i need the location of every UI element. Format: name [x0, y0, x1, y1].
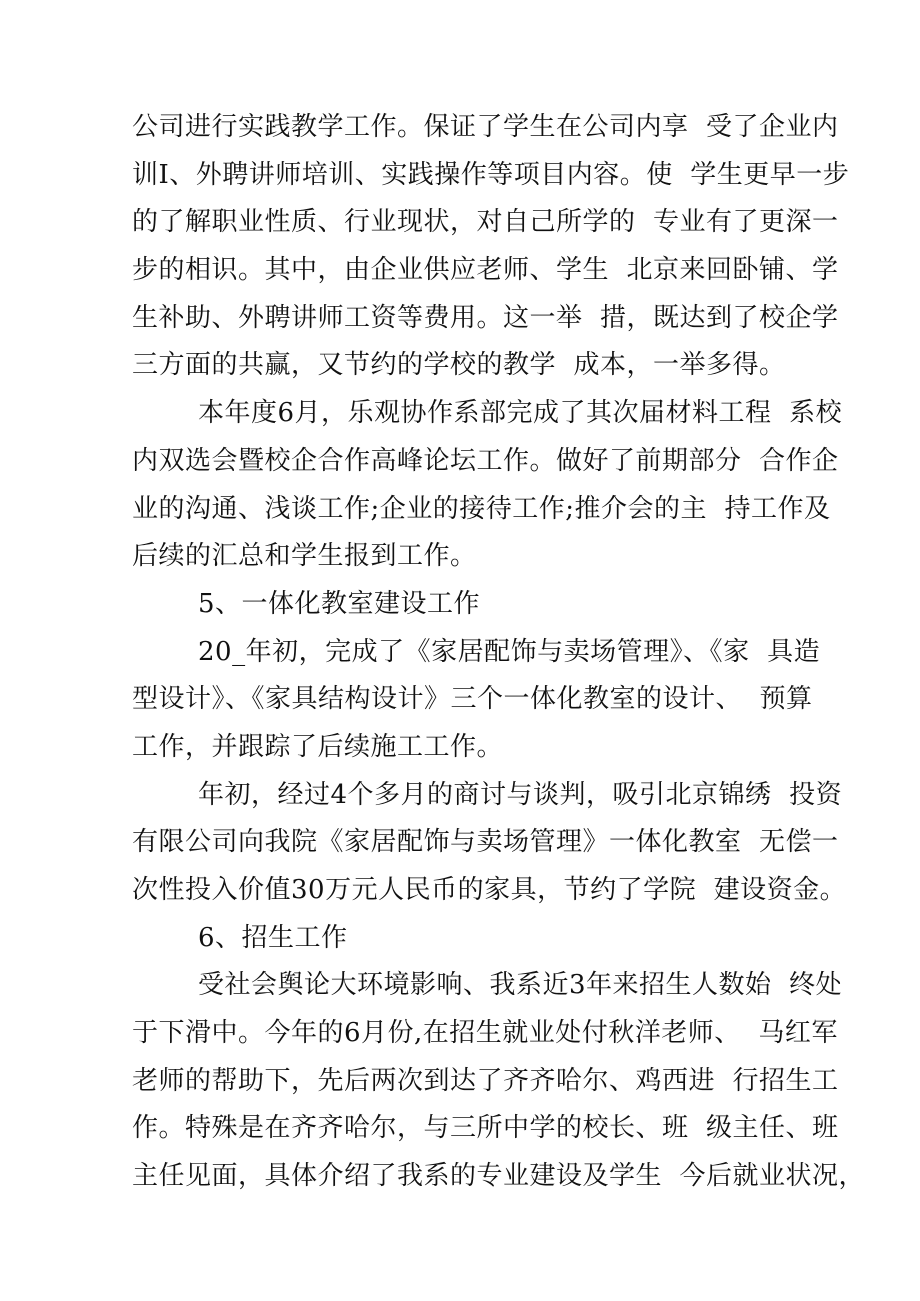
text-line: 年初，经过4个多月的商讨与谈判，吸引北京锦绣 投资: [198, 779, 843, 810]
text-line: 于下滑中。今年的6月份,在招生就业处付秋洋老师、 马红军: [132, 1018, 838, 1049]
text-line: 5、一体化教室建设工作: [198, 588, 481, 619]
text-line: 公司进行实践教学工作。保证了学生在公司内享 受了企业内: [132, 112, 839, 142]
text-line: 有限公司向我院《家居配饰与卖场管理》一体化教室 无偿一: [132, 827, 839, 858]
text-line: 工作，并跟踪了后续施工工作。: [132, 731, 504, 762]
text-line: 内双选会暨校企合作高峰论坛工作。做好了前期部分 合作企: [132, 445, 839, 476]
text-line: 6、招生工作: [198, 922, 348, 953]
text-line: 后续的汇总和学生报到工作。: [132, 541, 477, 572]
text-line: 步的相识。其中，由企业供应老师、学生 北京来回卧铺、学: [132, 255, 839, 286]
text-line: 生补助、外聘讲师工资等费用。这一举 措，既达到了校企学: [132, 302, 839, 333]
text-line: 业的沟通、浅谈工作;企业的接待工作;推介会的主 持工作及: [132, 493, 831, 524]
body-text: [132, 104, 866, 1201]
text-line: 三方面的共赢，又节约的学校的教学 成本，一举多得。: [132, 350, 786, 381]
text-line: 训I、外聘讲师培训、实践操作等项目内容。使 学生更早一步: [132, 159, 850, 190]
text-line: 本年度6月，乐观协作系部完成了其次届材料工程 系校: [198, 398, 843, 429]
text-line: 20_年初，完成了《家居配饰与卖场管理》、《家 具造: [198, 636, 821, 667]
text-line: 老师的帮助下，先后两次到达了齐齐哈尔、鸡西进 行招生工: [132, 1065, 839, 1096]
text-line: 受社会舆论大环境影响、我系近3年来招生人数始 终处: [198, 970, 843, 1001]
text-line: 作。特殊是在齐齐哈尔，与三所中学的校长、班 级主任、班: [132, 1113, 839, 1144]
text-line: 型设计》、《家具结构设计》三个一体化教室的设计、 预算: [132, 684, 813, 715]
text-line: 主任见面，具体介绍了我系的专业建设及学生 今后就业状况，: [132, 1161, 866, 1192]
text-line: 次性投入价值30万元人民币的家具，节约了学院 建设资金。: [132, 875, 847, 905]
text-line: 的了解职业性质、行业现状，对自己所学的 专业有了更深一: [132, 207, 839, 238]
